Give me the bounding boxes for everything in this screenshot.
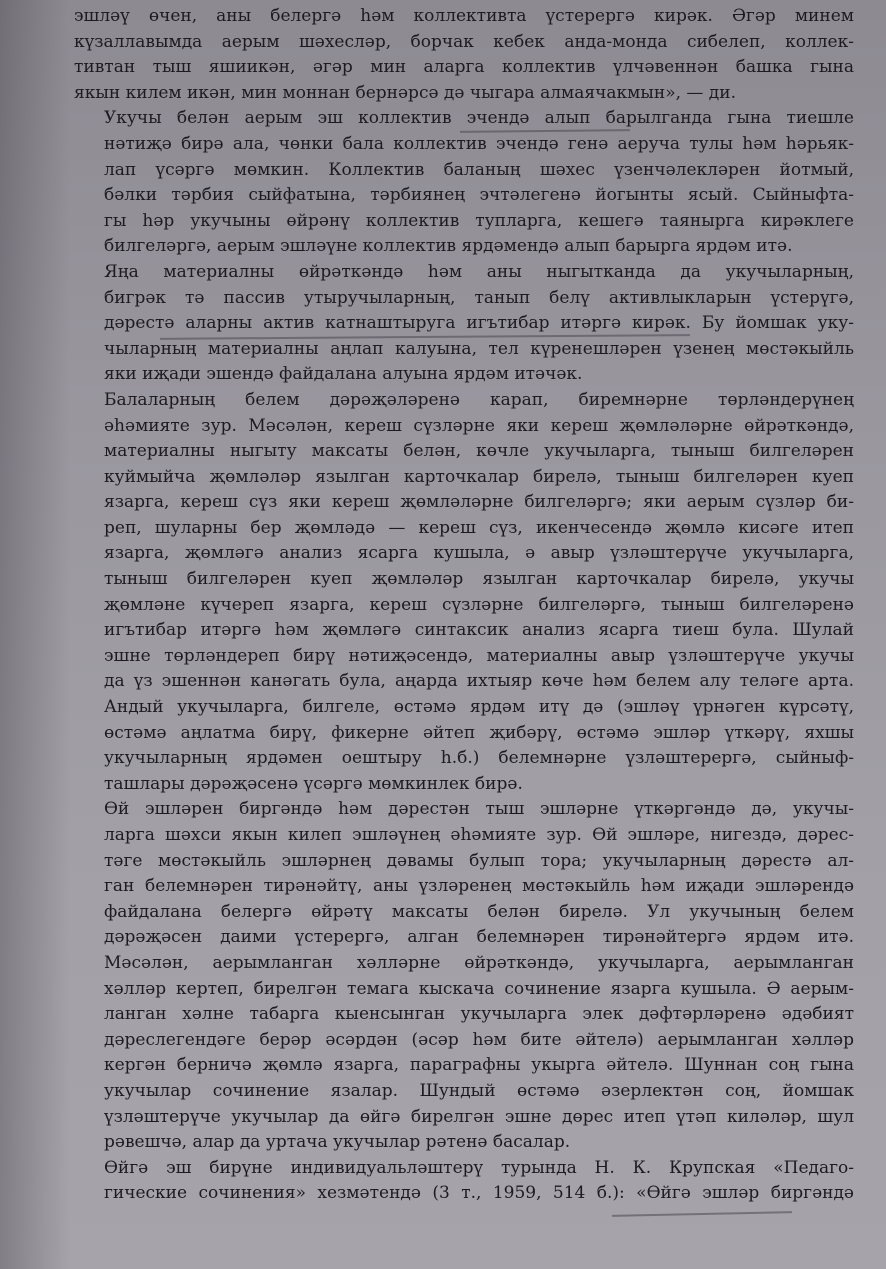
pencil-underline <box>612 1211 792 1217</box>
text-line: кергән берничә җөмлә язарга, параграфны укырга әйтелә. Шуннан соң гына <box>104 1055 854 1076</box>
text-line: файдалана белергә өйрәтү максаты белән бирелә. Ул укучының белем <box>104 901 854 922</box>
text-line: эшне төрләндереп бирү нәтиҗәсендә, материалны авыр үзләштерүче укучы <box>104 645 854 666</box>
text-line: укучылар сочинение язалар. Шундый өстәмә әзерлектән соң, йомшак <box>104 1080 854 1101</box>
paragraph-6 <box>74 1156 854 1207</box>
paragraph-3 <box>74 260 854 388</box>
text-line: Укучы белән аерым эш коллектив эчендә алып барылганда гына тиешле <box>104 108 854 129</box>
text-line: материалны ныгыту максаты белән, көчле укучыларга, тыныш билгеләрен <box>104 441 854 462</box>
text-line: Өй эшләрен биргәндә һәм дәрестән тыш эшләрне үткәргәндә дә, укучы- <box>104 799 854 820</box>
text-line: реп, шуларны бер җөмләдә — кереш сүз, икенчесендә җөмлә кисәге итеп <box>104 517 854 538</box>
text-line: билгеләргә, аерым эшләүне коллектив ярдәмендә алып барырга ярдәм итә. <box>104 236 793 257</box>
text-line: лап үсәргә мөмкин. Коллектив баланың шәхес үзенчәлекләрен йотмый, <box>104 159 854 180</box>
text-line: тәге мөстәкыйль эшләрнең дәвамы булып тора; укучыларның дәрестә ал- <box>104 850 854 871</box>
page-shadow <box>0 0 70 1269</box>
text-line: дәрәҗәсен даими үстерергә, алган белемнәрен тирәнәйтергә ярдәм итә. <box>104 927 854 948</box>
text-line: җөмләне күчереп язарга, кереш сүзләрне билгеләргә, тыныш билгеләренә <box>104 594 854 615</box>
text-line: дәрестә аларны актив катнаштыруга игътибар итәргә кирәк. Бу йомшак уку- <box>104 313 854 334</box>
text-line: игътибар итәргә һәм җөмләгә синтаксик анализ ясарга тиеш була. Шулай <box>104 620 854 641</box>
text-line: Андый укучыларга, билгеле, өстәмә ярдәм итү дә (эшләү үрнәген күрсәтү, <box>104 697 854 718</box>
text-line: эшләү өчен, аны белергә һәм коллективта үстерергә кирәк. Әгәр минем <box>74 6 854 26</box>
text-line: Мәсәлән, аерымланган хәлләрне өйрәткәндә, укучыларга, аерымланган <box>104 952 854 973</box>
text-line: укучыларның ярдәмен оештыру һ.б.) белемнәрне үзләштерергә, сыйныф- <box>104 748 854 769</box>
text-line: чыларның материалны аңлап калуына, тел күренешләрен үзенең мөстәкыйль <box>104 338 854 359</box>
text-line: якын килем икән, мин моннан бернәрсә дә чыгара алмаячакмын», — ди. <box>74 82 737 103</box>
text-line: дәреслегендәге берәр әсәрдән (әсәр һәм бите әйтелә) аерымланган хәлләр <box>104 1029 854 1050</box>
text-line: үзләштерүче укучылар да өйгә бирелгән эшне дөрес итеп үтәп киләләр, шул <box>104 1106 854 1127</box>
text-line: ланган хәлне табарга кыенсынган укучыларга элек дәфтәрләренә әдәбият <box>104 1004 854 1025</box>
text-line: бигрәк тә пассив утыручыларның, танып белү активлыкларын үстерүгә, <box>104 287 854 308</box>
paragraph-5 <box>74 797 854 1155</box>
text-line: рәвешчә, алар да уртача укучылар рәтенә басалар. <box>104 1132 571 1153</box>
text-line: ташлары дәрәҗәсенә үсәргә мөмкинлек бирә. <box>104 773 523 794</box>
text-line: өстәмә аңлатма бирү, фикерне әйтеп җибәрү, өстәмә эшләр үткәрү, яхшы <box>104 722 854 743</box>
text-line: ган белемнәрен тирәнәйтү, аны үзләренең мөстәкыйль һәм иҗади эшләрендә <box>104 876 854 897</box>
text-line: нәтиҗә бирә ала, чөнки бала коллектив эчендә генә аеруча тулы һәм һәрьяк- <box>104 133 854 154</box>
text-line: Яңа материалны өйрәткәндә һәм аны ныгытканда да укучыларның, <box>104 261 854 282</box>
text-line: бәлки тәрбия сыйфатына, тәрбиянең эчтәлегенә йогынты ясый. Сыйныфта- <box>104 185 854 206</box>
text-line: Өйгә эш бирүне индивидуальләштерү турында Н. К. Крупская «Педаго- <box>104 1157 854 1178</box>
text-line: гы һәр укучыны өйрәнү коллектив тупларга, кешегә таянырга кирәклеге <box>104 210 854 231</box>
text-line: куймыйча җөмләләр язылган карточкалар бирелә, тыныш билгеләрен куеп <box>104 466 854 487</box>
text-line: тивтан тыш яшиикән, әгәр мин аларга коллектив үлчәвеннән башка гына <box>74 57 854 78</box>
paragraph-4 <box>74 388 854 798</box>
text-line: ларга шәхси якын килеп эшләүнең әһәмияте зур. Өй эшләре, нигездә, дәрес- <box>104 825 854 845</box>
text-line: язарга, җөмләгә анализ ясарга кушыла, ә авыр үзләштерүче укучыларга, <box>104 543 854 564</box>
text-line: язарга, кереш сүз яки кереш җөмләләрне билгеләргә; яки аерым сүзләр би- <box>104 492 854 513</box>
text-line: тыныш билгеләрен куеп җөмләләр язылган карточкалар бирелә, укучы <box>104 569 854 590</box>
text-line: хәлләр кертеп, бирелгән темага кыскача сочинение язарга кушыла. Ә аерым- <box>104 978 854 999</box>
text-line: гические сочинения» хезмәтендә (3 т., 1959, 514 б.): «Өйгә эшләр биргәндә <box>104 1183 854 1204</box>
text-line: әһәмияте зур. Мәсәлән, кереш сүзләрне яки кереш җөмләләрне өйрәткәндә, <box>104 415 854 436</box>
paragraph-2 <box>74 106 854 260</box>
text-line: күзаллавымда аерым шәхесләр, борчак кебек анда-монда сибелеп, коллек- <box>74 31 854 52</box>
paragraph-1 <box>74 4 854 106</box>
body-text <box>74 4 854 1207</box>
text-line: да үз эшеннән канәгать була, аңарда ихтыяр көче һәм белем алу теләге арта. <box>104 671 854 692</box>
text-line: Балаларның белем дәрәҗәләренә карап, биремнәрне төрләндерүнең <box>104 389 854 410</box>
text-line: яки иҗади эшендә файдалана алуына ярдәм итәчәк. <box>104 364 583 385</box>
